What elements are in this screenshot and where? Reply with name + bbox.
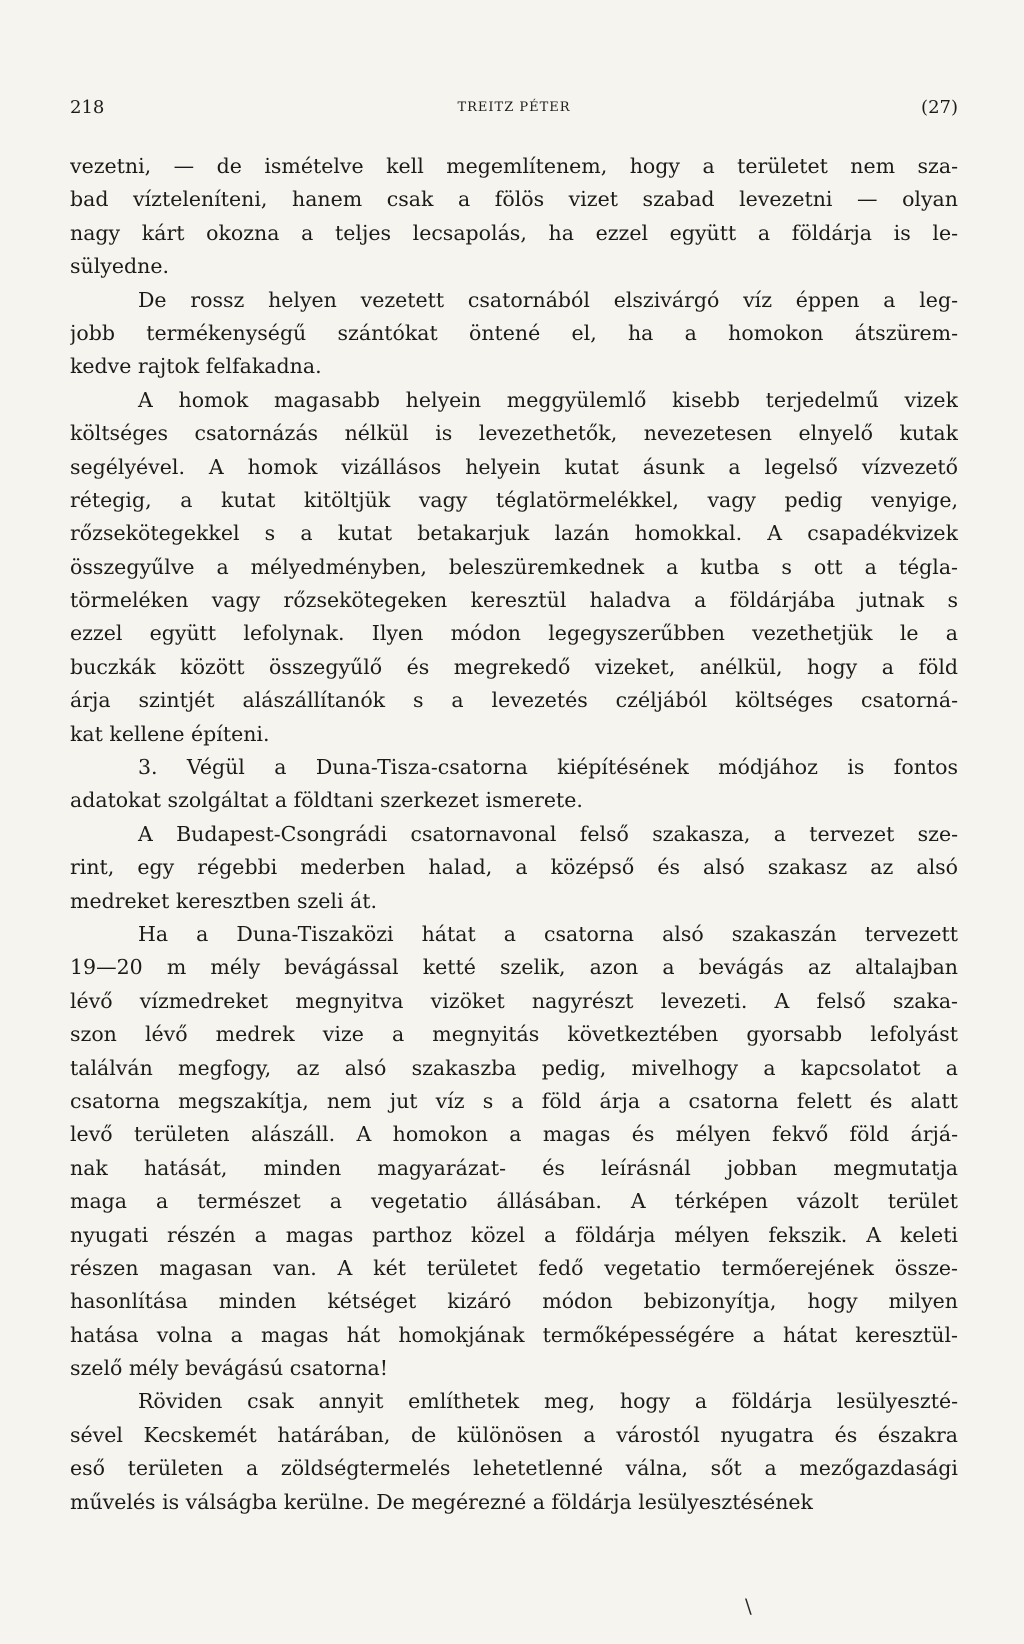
text-line: rőzsekötegekkel s a kutat betakarjuk lazán homokkal. A csapadékvizek (70, 521, 958, 546)
text-line: sével Kecskemét határában, de különösen a várostól nyugatra és északra (70, 1422, 958, 1447)
text-line: Ha a Duna-Tiszaközi hátat a csatorna alsó szakaszán tervezett (138, 921, 958, 946)
text-line: lévő vízmedreket megnyitva vizöket nagyrészt levezeti. A felső szaka- (70, 988, 958, 1013)
text-line: A homok magasabb helyein meggyülemlő kisebb terjedelmű vizek (138, 387, 958, 412)
text-line: eső területen a zöldségtermelés lehetetlenné válna, sőt a mezőgazdasági (70, 1456, 958, 1481)
body-text (70, 150, 958, 1519)
text-line: ezzel együtt lefolynak. Ilyen módon legegyszerűbben vezethetjük le a (70, 621, 958, 646)
text-line: árja szintjét alászállítanók s a levezetés czéljából költséges csatorná- (70, 688, 958, 713)
text-line: nyugati részén a magas parthoz közel a földárja mélyen fekszik. A keleti (70, 1222, 958, 1247)
text-line: rétegig, a kutat kitöltjük vagy téglatörmelékkel, vagy pedig venyige, (70, 487, 958, 512)
text-line: segélyével. A homok vizállásos helyein kutat ásunk a legelső vízvezető (70, 454, 958, 479)
text-line: költséges csatornázás nélkül is levezethetők, nevezetesen elnyelő kutak (70, 421, 958, 446)
text-line: törmeléken vagy rőzsekötegeken keresztül haladva a földárjába jutnak s (70, 588, 958, 613)
running-head-author: TREITZ PÉTER (457, 100, 571, 115)
page-number: 218 (70, 97, 105, 118)
text-line: buczkák között összegyűlő és megrekedő vizeket, anélkül, hogy a föld (70, 654, 958, 679)
text-line: kedve rajtok felfakadna. (70, 354, 322, 379)
text-line: összegyűlve a mélyedményben, beleszüremkednek a kutba s ott a tégla- (70, 554, 958, 579)
text-line: bad vízteleníteni, hanem csak a fölös vizet szabad levezetni — olyan (70, 187, 958, 212)
text-line: részen magasan van. A két területet fedő vegetatio termőerejének össze- (70, 1255, 958, 1280)
text-line: A Budapest-Csongrádi csatornavonal felső szakasza, a tervezet sze- (138, 821, 958, 846)
text-line: nagy kárt okozna a teljes lecsapolás, ha ezzel együtt a földárja is le- (70, 220, 958, 245)
text-line: nak hatását, minden magyarázat- és leírásnál jobban megmutatja (70, 1155, 958, 1180)
original-page-number: (27) (921, 97, 958, 118)
text-line: Röviden csak annyit említhetek meg, hogy a földárja lesülyeszté- (138, 1389, 958, 1414)
text-line: 3. Végül a Duna-Tisza-csatorna kiépítésének módjához is fontos (138, 755, 958, 780)
text-line: kat kellene építeni. (70, 721, 270, 746)
text-line: De rossz helyen vezetett csatornából elszivárgó víz éppen a leg- (138, 287, 958, 312)
text-line: jobb termékenységű szántókat öntené el, ha a homokon átszürem- (70, 320, 958, 345)
running-head (70, 97, 958, 125)
text-line: művelés is válságba kerülne. De megérezné a földárja lesülyesztésének (70, 1489, 813, 1514)
text-line: csatorna megszakítja, nem jut víz s a föld árja a csatorna felett és alatt (70, 1088, 958, 1113)
text-line: szelő mély bevágású csatorna! (70, 1356, 389, 1381)
text-line: maga a természet a vegetatio állásában. A térképen vázolt terület (70, 1189, 958, 1214)
text-line: levő területen alászáll. A homokon a magas és mélyen fekvő föld árjá- (70, 1122, 958, 1147)
text-line: 19—20 m mély bevágással ketté szelik, azon a bevágás az altalajban (70, 955, 958, 980)
text-line: hasonlítása minden kétséget kizáró módon bebizonyítja, hogy milyen (70, 1289, 958, 1314)
footer-mark: \ (745, 1594, 752, 1618)
text-line: adatokat szolgáltat a földtani szerkezet ismerete. (70, 788, 583, 813)
text-line: sülyedne. (70, 254, 169, 279)
text-line: hatása volna a magas hát homokjának termőképességére a hátat keresztül- (70, 1322, 958, 1347)
text-line: szon lévő medrek vize a megnyitás következtében gyorsabb lefolyást (70, 1022, 958, 1047)
text-line: medreket keresztben szeli át. (70, 888, 378, 913)
text-line: rint, egy régebbi mederben halad, a középső és alsó szakasz az alsó (70, 855, 958, 880)
text-line: találván megfogy, az alsó szakaszba pedig, mivelhogy a kapcsolatot a (70, 1055, 958, 1080)
text-line: vezetni, — de ismételve kell megemlítenem, hogy a területet nem sza- (70, 154, 958, 178)
